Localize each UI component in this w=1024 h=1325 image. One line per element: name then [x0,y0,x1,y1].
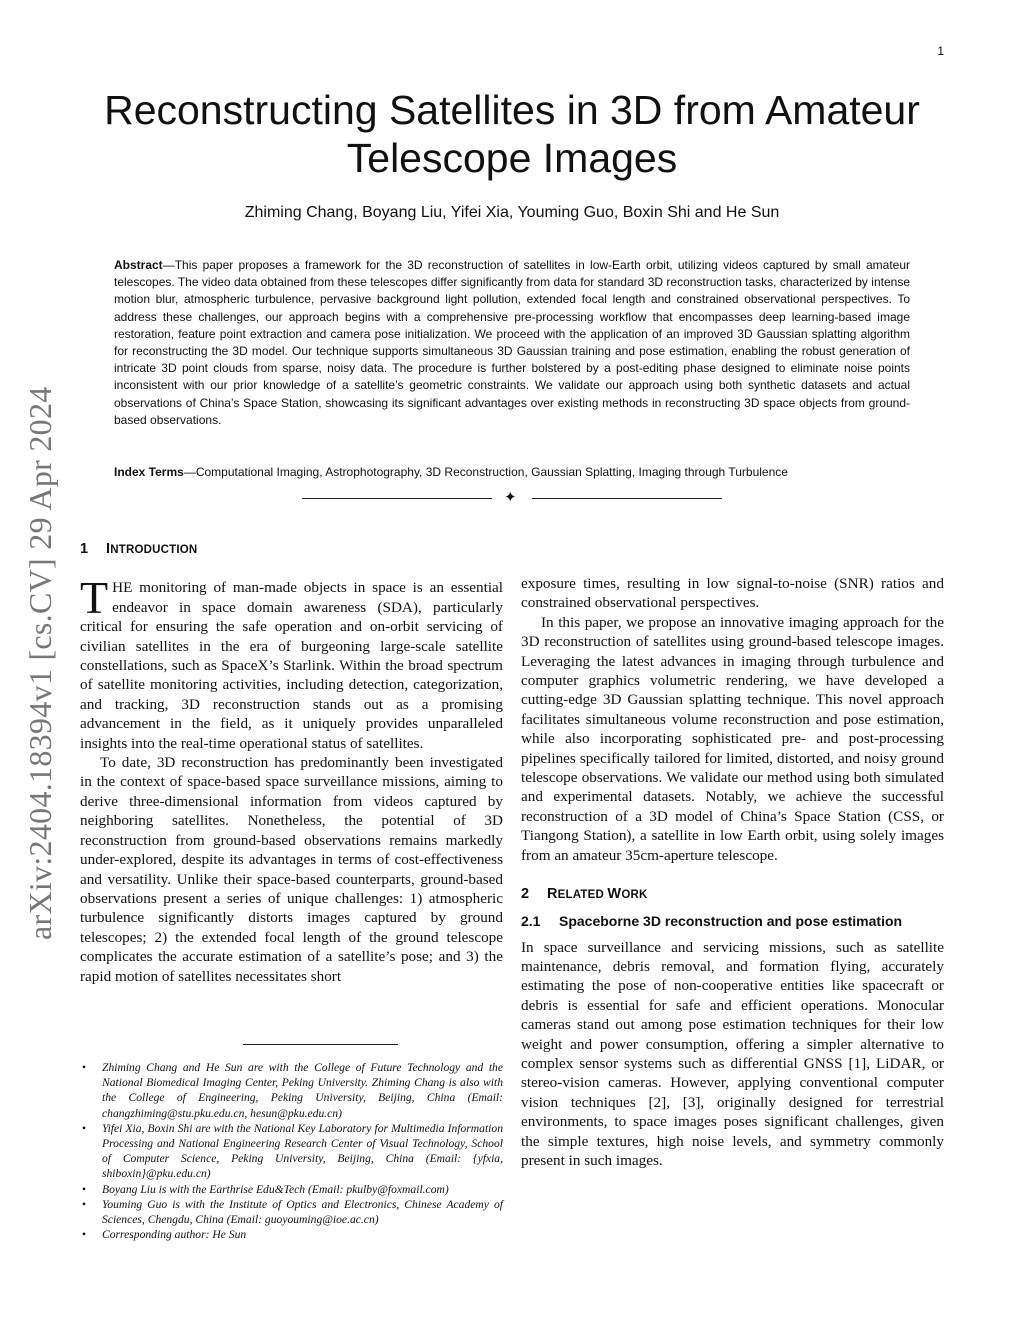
abstract-text: —This paper proposes a framework for the 3D reconstruction of satellites in low-Earth orbit, utilizing videos captured by small amateur telescopes. The video data obtained from these telescopes differ significantly from data for standard 3D reconstruction tasks, characterized by intense motion blur, atmospheric turbulence, pervasive background light pollution, extended focal length and constrained observational perspectives. To address these challenges, our approach begins with a comprehensive pre-processing workflow that encompasses deep learning-based image restoration, feature point extraction and camera pose initialization. We proceed with the application of an improved 3D Gaussian splatting algorithm for reconstructing the 3D model. Our technique supports simultaneous 3D Gaussian training and pose estimation, enabling the robust generation of intricate 3D point clouds from sparse, noisy data. The procedure is further bolstered by a post-editing phase designed to eliminate noise points inconsistent with our prior knowledge of a satellite’s geometric constraints. We validate our approach using both synthetic datasets and actual observations of China’s Space Station, showcasing its significant advantages over existing methods in reconstructing 3D space objects from ground-based observations. [114,258,910,427]
index-terms-label: Index Terms [114,465,184,479]
footnote-item [80,1197,503,1227]
section-number: 2 [521,886,530,903]
footnote-text: Zhiming Chang and He Sun are with the College of Future Technology and the National Biomedical Imaging Center, Peking University. Zhiming Chang is also with the College of Engineering, Peking University, Beijing, China (Email: changzhiming@stu.pku.edu.cn, hesun@pku.edu.cn) [102,1061,503,1120]
section-title-initial: R [547,886,558,903]
subsection-heading [521,912,944,930]
footnote-item [80,1182,503,1197]
section-heading-introduction [80,540,503,560]
arxiv-identifier: arXiv:2404.18394v1 [cs.CV] 29 Apr 2024 [22,386,58,940]
diamond-star-icon: ✦ [504,488,517,506]
footnote-text: Boyang Liu is with the Earthrise Edu&Tech (Email: pkulby@foxmail.com) [102,1182,449,1196]
section-title-rest: ELATED [557,889,608,902]
footnotes [80,1060,503,1242]
right-column [521,574,944,1170]
index-terms [114,465,910,479]
footnote-item [80,1227,503,1242]
intro-paragraph-1-text: monitoring of man-made objects in space is an essential endeavor in space domain awareness (SDA), particularly critical for ensuring the safe operation and on-orbit servicing of civilian satellites in the era of burgeoning large-scale satellite constellations, such as SpaceX’s Starlink. Within the broad spectrum of satellite monitoring activities, including detection, categorization, and tracking, 3D reconstruction stands out as a promising advancement in the field, as it uniquely provides unparalleled insights into the real-time operational status of satellites. [80,579,503,752]
footnote-text: Youming Guo is with the Institute of Optics and Electronics, Chinese Academy of Sciences, Chengdu, China (Email: guoyouming@ioe.ac.cn) [102,1197,503,1227]
bullet-icon: • [82,1197,87,1211]
intro-paragraph-2: To date, 3D reconstruction has predominantly been investigated in the context of space-based space surveillance missions, aiming to derive three-dimensional information from videos captured by neighboring satellites. Nonetheless, the potential of 3D reconstruction from ground-based observations remains markedly under-explored, despite its advantages in terms of cost-effectiveness and versatility. Unlike their space-based counterparts, ground-based observations present a series of unique challenges: 1) atmospheric turbulence significantly distorts images captured by ground telescopes; 2) the extended focal length of the ground telescope complicates the accurate estimation of a satellite’s pose; and 3) the rapid motion of satellites necessitates short [80,754,503,985]
section-title-initial: I [106,541,111,557]
intro-paragraph-3: In this paper, we propose an innovative imaging approach for the 3D reconstruction of satellites using ground-based telescope images. Leveraging the latest advances in imaging through turbulence and computer graphics volumetric rendering, we have developed a cutting-edge 3D Gaussian splatting technique. This novel approach facilitates simultaneous volume reconstruction and pose estimation, while also incorporating sophisticated pre- and post-processing pipelines specifically tailored for limited, distorted, and noisy ground telescope observations. We validate our method using both simulated and experimental datasets. Notably, we achieve the successful reconstruction of a 3D model of China’s Space Station (CSS, or Tiangong Station), a satellite in low Earth orbit, using solely images from an amateur 35cm-aperture telescope. [521,613,944,864]
subsection-title: Spaceborne 3D reconstruction and pose estimation [559,912,903,929]
related-work-paragraph-1: In space surveillance and servicing missions, such as satellite maintenance, debris removal, and formation flying, accurately estimating the pose of non-cooperative entities like spacecraft or debris is essential for safe and efficient operations. Monocular cameras stand out among pose estimation techniques for their low weight and power consumption, offering a simpler alternative to complex sensor systems such as differential GNSS [1], LiDAR, or stereo-vision cameras. However, applying conventional computer vision techniques [2], [3], originally designed for terrestrial environments, to space images poses significant challenges, given the simple textures, high noise levels, and symmetry commonly present in such images. [521,938,944,1169]
abstract [114,257,910,429]
intro-paragraph-1 [80,572,503,753]
footnote-item [80,1060,503,1121]
drop-cap: T [80,572,109,624]
subsection-number: 2.1 [521,912,541,929]
abstract-label: Abstract [114,258,163,272]
section-title-rest: ORK [621,889,648,902]
footnote-item [80,1121,503,1182]
intro-paragraph-2-continued: exposure times, resulting in low signal-to-noise (SNR) ratios and constrained observational perspectives. [521,575,944,612]
bullet-icon: • [82,1061,87,1074]
dropcap-smallcaps: HE [112,579,133,597]
index-terms-text: —Computational Imaging, Astrophotography, 3D Reconstruction, Gaussian Splatting, Imaging through Turbulence [183,465,788,479]
left-column [80,540,503,986]
footnote-text: Corresponding author: He Sun [102,1228,247,1242]
section-title-initial: W [607,886,622,903]
bullet-icon: • [82,1182,87,1196]
paper-title: Reconstructing Satellites in 3D from Amateur Telescope Images [104,87,920,181]
bullet-icon: • [82,1228,87,1242]
section-divider [302,490,722,506]
footnote-text: Yifei Xia, Boxin Shi are with the National Key Laboratory for Multimedia Information Processing and National Engineering Research Center of Visual Technology, School of Computer Science, Peking University, Beijing, China (Email: {yfxia, shiboxin}@pku.edu.cn) [102,1121,503,1181]
section-heading-related-work [521,885,944,905]
bullet-icon: • [82,1121,87,1135]
author-list: Zhiming Chang, Boyang Liu, Yifei Xia, Youming Guo, Boxin Shi and He Sun [244,204,780,221]
page-number: 1 [937,44,944,58]
footnote-rule [243,1044,398,1045]
section-title-rest: NTRODUCTION [110,544,198,556]
section-number: 1 [80,541,89,557]
divider-line-left [302,498,492,499]
divider-line-right [532,498,722,499]
